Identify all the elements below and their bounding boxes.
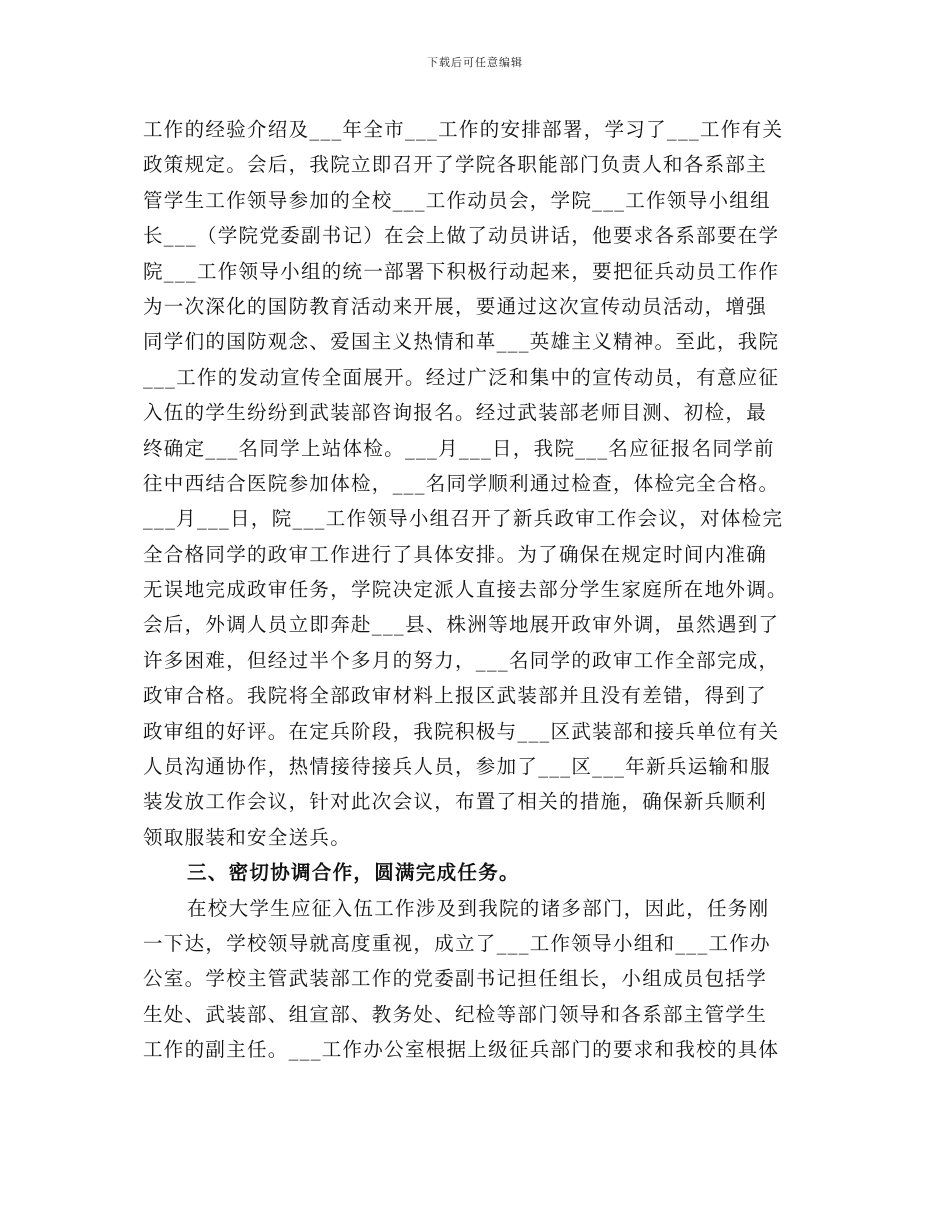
- page-header: 下载后可任意编辑: [427, 56, 523, 69]
- text-line: ___月___日，院___工作领导小组召开了新兵政审工作会议，对体检完: [143, 507, 784, 531]
- text-line: 管学生工作领导参加的全校___工作动员会，学院___工作领导小组组: [143, 188, 771, 212]
- text-line: 公室。学校主管武装部工作的党委副书记担任组长，小组成员包括学: [143, 967, 768, 991]
- text-line: 工作的经验介绍及___年全市___工作的安排部署，学习了___工作有关: [143, 118, 784, 141]
- text-line: 长___（学院党委副书记）在会上做了动员讲话，他要求各系部要在学: [143, 224, 780, 248]
- text-line: 政审组的好评。在定兵阶段，我院积极与___区武装部和接兵单位有关: [143, 719, 780, 743]
- text-line: 往中西结合医院参加体检，___名同学顺利通过检查，体检完全合格。: [143, 471, 780, 495]
- text-line: 生处、武装部、组宣部、教务处、纪检等部门领导和各系部主管学生: [143, 1002, 768, 1026]
- text-line: 同学们的国防观念、爱国主义热情和革___英雄主义精神。至此，我院: [143, 330, 780, 354]
- text-line: 院___工作领导小组的统一部署下积极行动起来，要把征兵动员工作作: [143, 259, 780, 283]
- text-line: 一下达，学校领导就高度重视，成立了___工作领导小组和___工作办: [143, 931, 771, 955]
- text-line: 装发放工作会议，针对此次会议，布置了相关的措施，确保新兵顺利: [143, 790, 768, 814]
- text-line: 为一次深化的国防教育活动来开展，要通过这次宣传动员活动，增强: [143, 294, 768, 318]
- text-line: 终确定___名同学上站体检。___月___日，我院___名应征报名同学前: [143, 436, 775, 460]
- text-line: 入伍的学生纷纷到武装部咨询报名。经过武装部老师目测、初检，最: [143, 401, 768, 425]
- section-heading: 三、密切协调合作，圆满完成任务。: [187, 861, 520, 885]
- text-line: 会后，外调人员立即奔赴___县、株洲等地展开政审外调，虽然遇到了: [143, 613, 780, 637]
- text-line: 无误地完成政审任务，学院决定派人直接去部分学生家庭所在地外调。: [143, 578, 788, 602]
- text-line: 工作的副主任。___工作办公室根据上级征兵部门的要求和我校的具体: [143, 1038, 780, 1062]
- text-line: 人员沟通协作，热情接待接兵人员，参加了___区___年新兵运输和服: [143, 755, 771, 779]
- text-line: ___工作的发动宣传全面展开。经过广泛和集中的宣传动员，有意应征: [143, 365, 780, 389]
- text-line: 政审合格。我院将全部政审材料上报区武装部并且没有差错，得到了: [143, 684, 768, 708]
- document-body: [143, 112, 813, 1068]
- paragraph-first-line: 在校大学生应征入伍工作涉及到我院的诸多部门，因此，任务刚: [187, 896, 770, 920]
- text-line: 领取服装和安全送兵。: [143, 825, 352, 849]
- text-line: 政策规定。会后，我院立即召开了学院各职能部门负责人和各系部主: [143, 153, 768, 177]
- text-line: 全合格同学的政审工作进行了具体安排。为了确保在规定时间内准确: [143, 542, 768, 566]
- text-line: 许多困难，但经过半个多月的努力，___名同学的政审工作全部完成，: [143, 648, 780, 672]
